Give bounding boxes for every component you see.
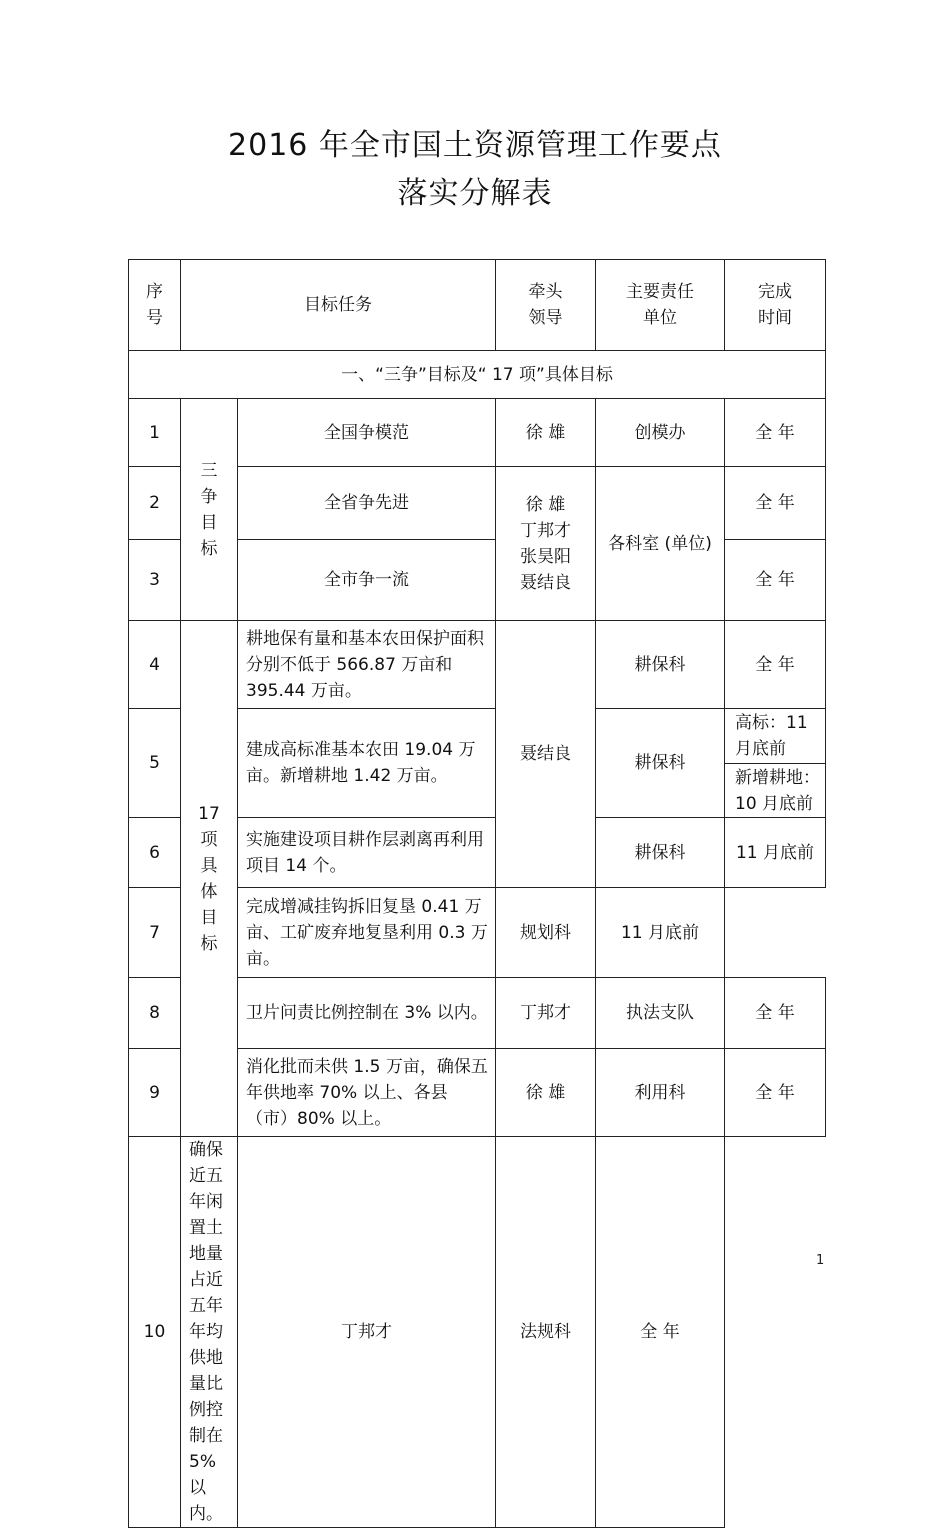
table-row — [129, 399, 826, 467]
row-number: 1 — [129, 399, 181, 467]
row-number: 9 — [129, 1049, 181, 1137]
header-task: 目标任务 — [181, 260, 496, 351]
unit-cell: 法规科 — [496, 1137, 596, 1528]
row-number: 5 — [129, 709, 181, 818]
section-heading: 一、“三争”目标及“ 17 项”具体目标 — [129, 351, 826, 399]
leader-cell: 徐 雄 丁邦才 张昊阳 聂结良 — [496, 467, 596, 621]
leader-cell: 丁邦才 — [238, 1137, 496, 1528]
row-number: 8 — [129, 978, 181, 1049]
table-header — [129, 260, 826, 351]
header-leader: 牵头 领导 — [496, 260, 596, 351]
time-cell: 11 月底前 — [725, 818, 826, 888]
time-cell: 全 年 — [725, 467, 826, 540]
table-row — [129, 1137, 826, 1528]
page-title: 2016 年全市国土资源管理工作要点 — [228, 128, 722, 163]
header-unit: 主要责任 单位 — [596, 260, 725, 351]
unit-cell: 创模办 — [596, 399, 725, 467]
task-cell: 完成增减挂钩拆旧复垦 0.41 万亩、工矿废弃地复垦利用 0.3 万亩。 — [238, 888, 496, 978]
row-number: 7 — [129, 888, 181, 978]
page-number: 1 — [816, 1253, 825, 1268]
time-cell-a: 高标：11 月底前 — [725, 709, 826, 764]
row-number: 6 — [129, 818, 181, 888]
row-number: 4 — [129, 621, 181, 709]
task-cell: 全市争一流 — [238, 540, 496, 621]
task-cell: 消化批而未供 1.5 万亩，确保五年供地率 70% 以上、各县（市）80% 以上。 — [238, 1049, 496, 1137]
unit-cell: 执法支队 — [596, 978, 725, 1049]
unit-cell: 耕保科 — [596, 621, 725, 709]
page-subtitle: 落实分解表 — [397, 176, 553, 211]
task-cell: 卫片问责比例控制在 3% 以内。 — [238, 978, 496, 1049]
time-cell: 全 年 — [725, 1049, 826, 1137]
table-row — [129, 621, 826, 709]
task-cell: 耕地保有量和基本农田保护面积分别不低于 566.87 万亩和 395.44 万亩。 — [238, 621, 496, 709]
leader-cell: 徐 雄 — [496, 399, 596, 467]
row-number: 2 — [129, 467, 181, 540]
time-cell: 全 年 — [725, 621, 826, 709]
task-cell: 全省争先进 — [238, 467, 496, 540]
group-label-sanzheng: 三 争 目 标 — [181, 399, 238, 621]
time-cell: 全 年 — [596, 1137, 725, 1528]
task-cell: 建成高标准基本农田 19.04 万亩。新增耕地 1.42 万亩。 — [238, 709, 496, 818]
unit-cell: 规划科 — [496, 888, 596, 978]
task-table — [128, 259, 826, 1528]
leader-cell: 徐 雄 — [496, 1049, 596, 1137]
group-label-17xiang: 17 项 具 体 目 标 — [181, 621, 238, 1137]
time-cell-b: 新增耕地：10 月底前 — [725, 764, 826, 818]
unit-cell: 利用科 — [596, 1049, 725, 1137]
time-cell: 全 年 — [725, 399, 826, 467]
task-cell: 实施建设项目耕作层剥离再利用项目 14 个。 — [238, 818, 496, 888]
header-time: 完成 时间 — [725, 260, 826, 351]
time-cell: 全 年 — [725, 540, 826, 621]
task-cell: 全国争模范 — [238, 399, 496, 467]
header-seq: 序 号 — [129, 260, 181, 351]
time-cell: 11 月底前 — [596, 888, 725, 978]
unit-cell: 耕保科 — [596, 709, 725, 818]
leader-cell: 聂结良 — [496, 621, 596, 888]
time-cell: 全 年 — [725, 978, 826, 1049]
task-cell: 确保近五年闲置土地量占近五年年均供地量比例控制在 5% 以内。 — [181, 1137, 238, 1528]
row-number: 3 — [129, 540, 181, 621]
unit-cell: 耕保科 — [596, 818, 725, 888]
row-number: 10 — [129, 1137, 181, 1528]
unit-cell: 各科室 (单位) — [596, 467, 725, 621]
leader-cell: 丁邦才 — [496, 978, 596, 1049]
